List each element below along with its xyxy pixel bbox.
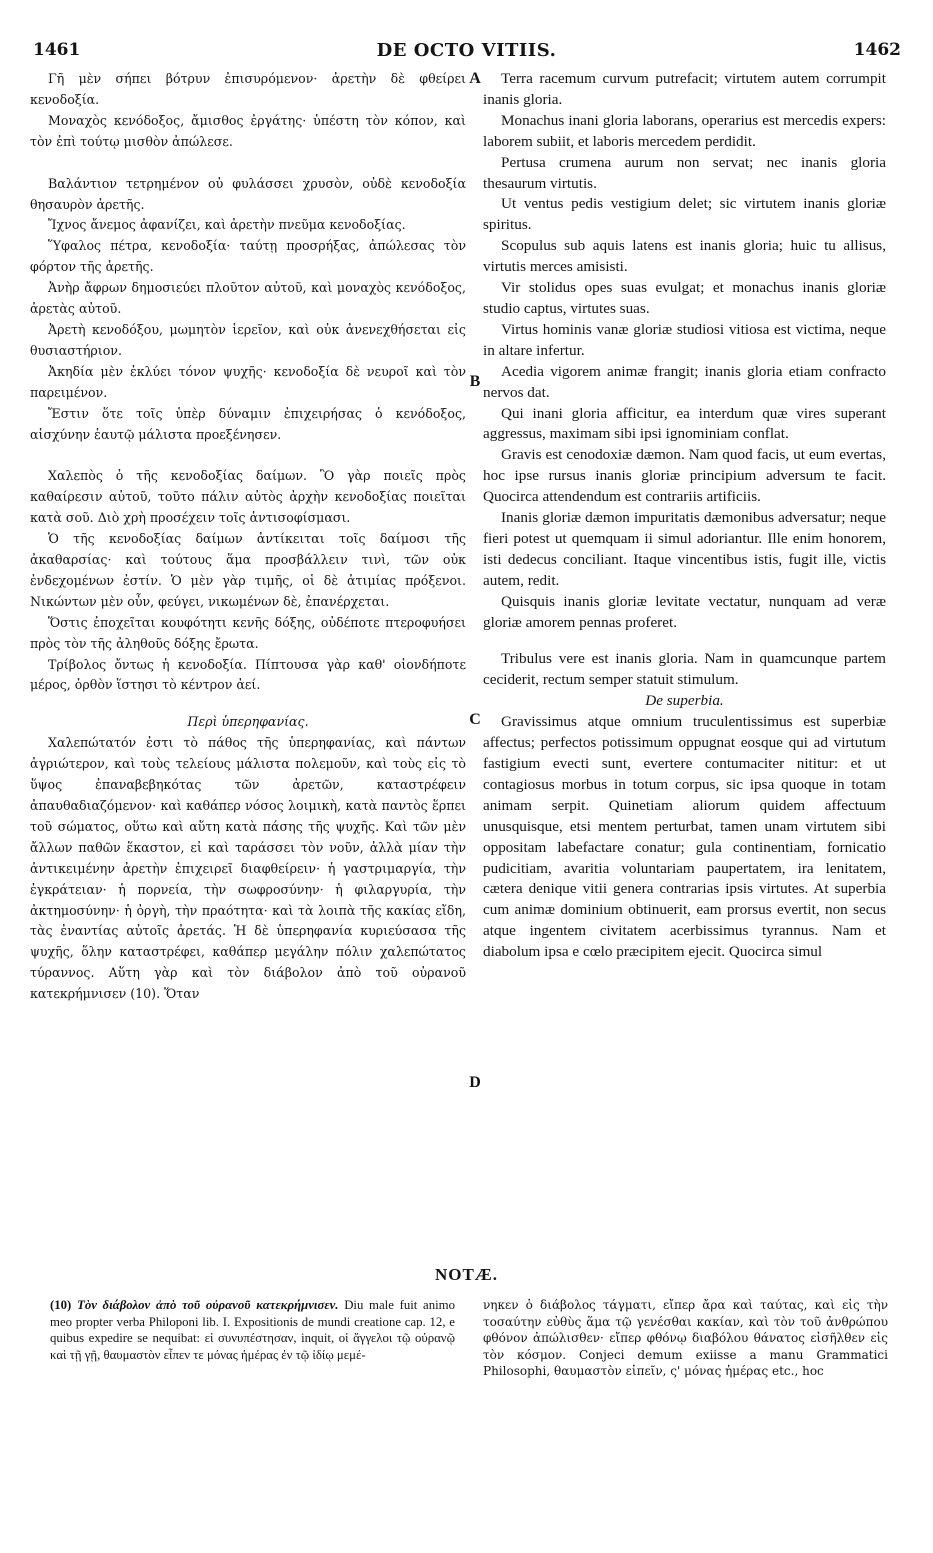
note-right-column [483, 1297, 888, 1380]
latin-section-heading: De superbia. [645, 692, 724, 710]
latin-paragraph: Pertusa crumena aurum non servat; nec inanis gloria thesaurum virtutis. [483, 153, 886, 192]
note-lemma: Τὸν διάβολον ἀπὸ τοῦ οὐρανοῦ κατεκρήμνισεν. [77, 1298, 339, 1312]
greek-paragraph: Χαλεπὸς ὁ τῆς κενοδοξίας δαίμων. Ὃ γὰρ ποιεῖς πρὸς καθαίρεσιν αὐτοῦ, τοῦτο πάλιν αὐτὸς ἀρχὴν κενοδοξίας ποιεῖται κατὰ σοῦ. Διὸ χρὴ προσέχειν τοῖς ἀντισοφίσμασι. [30, 468, 466, 526]
latin-paragraph: Ut ventus pedis vestigium delet; sic virtutem inanis gloriæ spiritus. [483, 195, 886, 234]
latin-paragraph: Qui inani gloria afficitur, ea interdum quæ vires superant aggressus, maximam sibi ipsi ignominiam conflat. [483, 404, 886, 443]
greek-paragraph: Γῆ μὲν σήπει βότρυν ἐπισυρόμενον· ἀρετὴν δὲ φθείρει κενοδοξία. [30, 71, 466, 107]
margin-marker-a: A [469, 70, 481, 87]
greek-column [30, 69, 466, 1005]
latin-paragraph: Terra racemum curvum putrefacit; virtutem autem corrumpit inanis gloria. [483, 70, 886, 108]
latin-paragraph: Acedia vigorem animæ frangit; inanis gloria etiam confracto nervos dat. [483, 362, 886, 401]
note-text-left: Diu male fuit animo meo propter verba Philoponi lib. I. Expositionis de mundi creatione cap. 12, e quibus expedire se nequibat: εἰ συνυπέστησαν, inquit, οἱ ἄγγελοι τῷ οὐρανῷ καὶ τῇ γῇ, θαυμαστὸν εἶπεν τε μόνας ἡμέρας ἐν τῷ ἰδίῳ μεμέ- [50, 1298, 455, 1362]
note-reference: (10) [50, 1298, 72, 1312]
greek-paragraph: Τρίβολος ὄντως ἡ κενοδοξία. Πίπτουσα γὰρ καθ' οἱονδήποτε μέρος, ὀρθὸν ἵστησι τὸ κέντρον ἀεί. [30, 656, 466, 693]
greek-paragraph: Ὅστις ἐποχεῖται κουφότητι κενῆς δόξης, οὐδέποτε πτεροφυήσει πρὸς τὸν τῆς ἀληθοῦς δόξης ἔρωτα. [30, 614, 466, 651]
greek-paragraph: Μοναχὸς κενόδοξος, ἄμισθος ἐργάτης· ὑπέστη τὸν κόπον, καὶ τὸν ἐπὶ τούτῳ μισθὸν ἀπώλεσε. [30, 112, 466, 149]
latin-paragraph: Scopulus sub aquis latens est inanis gloria; huic tu allisus, virtutis merces amisisti. [483, 237, 886, 276]
page-number-right: 1462 [853, 40, 901, 60]
latin-paragraph: Tribulus vere est inanis gloria. Nam in quamcunque partem ceciderit, rectum semper statuit stimulum. [483, 650, 886, 689]
latin-paragraph: Quisquis inanis gloriæ levitate vectatur, nunquam ad veræ gloriæ amorem pennas proferet. [483, 592, 886, 631]
notes-heading: NOTÆ. [434, 1265, 499, 1284]
note-left-column [50, 1297, 455, 1363]
greek-paragraph: Ἀρετὴ κενοδόξου, μωμητὸν ἱερεῖον, καὶ οὐκ ἀνενεχθήσεται εἰς θυσιαστήριον. [30, 321, 466, 358]
note-text-right: νηκεν ὁ διάβολος τάγματι, εἴπερ ἄρα καὶ ταύτας, καὶ εἰς τὴν τοσαύτην εὐθὺς ἅμα τῷ γενέσθαι κακίαν, καὶ τὸν τοῦ ἀνθρώπου φθόνον ἀπώλισθεν· εἴπερ φθόνῳ διαβόλου θάνατος εἰσῆλθεν εἰς τὸν κόσμον. Conjeci demum exiisse a manu Grammatici Philosophi, θαυμαστὸν εἰπεῖν, ς' μόνας ἡμέρας etc., hoc [483, 1298, 888, 1378]
greek-paragraph: Ἀνὴρ ἄφρων δημοσιεύει πλοῦτον αὐτοῦ, καὶ μοναχὸς κενόδοξος, ἀρετὰς αὐτοῦ. [30, 280, 466, 317]
greek-paragraph: Χαλεπώτατόν ἐστι τὸ πάθος τῆς ὑπερηφανίας, καὶ πάντων ἀγριώτερον, καὶ τοὺς τελείους μάλιστα πολεμοῦν, καὶ τοὺς εἰς τὸ ὕψος ἐπαναβεβηκότας τῶν ἀρετῶν, καταστρέφειν ἀπαυθαδιαζόμενον· καὶ καθάπερ νόσος λοιμικὴ, κατὰ παντὸς ἕρπει τοῦ σώματος, οὕτω καὶ αὕτη κατὰ πάσης τῆς ψυχῆς. Καὶ τῶν μὲν ἄλλων παθῶν ἕκαστον, εἰ καὶ ταράσσει τὸν νοῦν, ἀλλὰ μίαν τὴν ἀντικειμένην ἀρετὴν ἐπιχειρεῖ διαφθείρειν· ἡ γαστριμαργία, τὴν ἐγκράτειαν· ἡ πορνεία, τὴν σωφροσύνην· ἡ φιλαργυρία, τὴν ἀκτημοσύνην· ἡ ὀργὴ, τὴν πραότητα· καὶ τὰ λοιπὰ τῆς κακίας εἴδη, τὰς ἐναντίας αὐτοῖς ἀρετάς. Ἡ δὲ ὑπερηφανία κυριεύσασα τῆς ψυχῆς, ὅλην καταστρέφει, καθάπερ μεγάλην πόλιν χαλεπώτατος τύραννος. Αὕτη γὰρ καὶ τὸν διάβολον ἀπὸ τοῦ οὐρανοῦ κατεκρήμνισεν (10). Ὅταν [30, 735, 466, 1002]
latin-paragraph: Monachus inani gloria laborans, operarius est mercedis expers: laborem subiit, et laboris mercedem perdidit. [483, 111, 886, 150]
margin-marker-d: D [469, 1074, 481, 1091]
greek-paragraph: Βαλάντιον τετρημένον οὐ φυλάσσει χρυσὸν, οὐδὲ κενοδοξία θησαυρὸν ἀρετῆς. [30, 175, 466, 212]
latin-paragraph: Gravis est cenodoxiæ dæmon. Nam quod facis, ut eum evertas, hoc ipse rursus inanis gloriæ principium adversum te facit. Quocirca attendendum est contrariis artificiis. [483, 446, 886, 506]
latin-paragraph: Vir stolidus opes suas evulgat; et monachus inanis gloriæ studio captus, virtutes suas. [483, 279, 886, 317]
greek-paragraph: Ἀκηδία μὲν ἐκλύει τόνον ψυχῆς· κενοδοξία δὲ νευροῖ καὶ τὸν παρειμένον. [30, 363, 466, 400]
latin-column [483, 69, 886, 963]
page-number-left: 1461 [33, 40, 81, 60]
margin-marker-c: C [469, 711, 481, 728]
latin-paragraph: Inanis gloriæ dæmon impuritatis dæmonibus adversatur; neque fieri potest ut quemquam ii simul adoriantur. Ille enim honorem, isti dedecus conciliant. Itaque vincentibus istis, fugit ille, victis autem, redit. [483, 509, 886, 589]
running-title: DE OCTO VITIIS. [376, 40, 557, 61]
greek-paragraph: Ἔστιν ὅτε τοῖς ὑπὲρ δύναμιν ἐπιχειρήσας ὁ κενόδοξος, αἰσχύνην ἑαυτῷ μάλιστα προεξένησεν. [30, 405, 466, 442]
margin-marker-b: B [469, 373, 481, 390]
greek-paragraph: Ὕφαλος πέτρα, κενοδοξία· ταύτῃ προσρήξας, ἀπώλεσας τὸν φόρτον τῆς ἀρετῆς. [30, 238, 466, 275]
greek-paragraph: Ἴχνος ἄνεμος ἀφανίζει, καὶ ἀρετὴν πνεῦμα κενοδοξίας. [48, 217, 406, 233]
greek-paragraph: Ὁ τῆς κενοδοξίας δαίμων ἀντίκειται τοῖς δαίμοσι τῆς ἀκαθαρσίας· καὶ τούτους ἅμα προσβάλλειν τινὶ, τῶν οὐκ ἐνδεχομένων ἐστίν. Ὁ μὲν γὰρ τιμῆς, οἱ δὲ ἀτιμίας πρόξενοι. Νικώντων μὲν οὖν, φεύγει, νικωμένων δὲ, ἐπανέρχεται. [30, 531, 466, 609]
latin-paragraph: Gravissimus atque omnium truculentissimus est superbiæ affectus; perfectos potissimum oppugnat eosque qui ad virtutum fastigium evecti sunt, evertere contumaciter nititur: et ut contagiosus morbus in totum corpus, sic ipsa quoque in totam animam serpit. Quinetiam aliorum quidem affectuum unusquisque, etsi mentem perturbat, tamen unam virtutem sibi oppositam labefactare conatur; gula continentiam, fornicatio pudicitiam, avaritia voluntariam paupertatem, ira lenitatem, cætera denique vitii genera contrarias ipsis virtutes. At superbia cum animæ dominium obtinuerit, eam prorsus evertit, non secus atque ingentem civitatem acerbissimus tyrannus. Nam et diabolum ipsa e cœlo præcipitem ejecit. Quocirca simul [483, 713, 886, 961]
latin-paragraph: Virtus hominis vanæ gloriæ studiosi vitiosa est victima, neque in altare infertur. [483, 320, 886, 359]
greek-section-heading: Περὶ ὑπερηφανίας. [187, 714, 309, 730]
